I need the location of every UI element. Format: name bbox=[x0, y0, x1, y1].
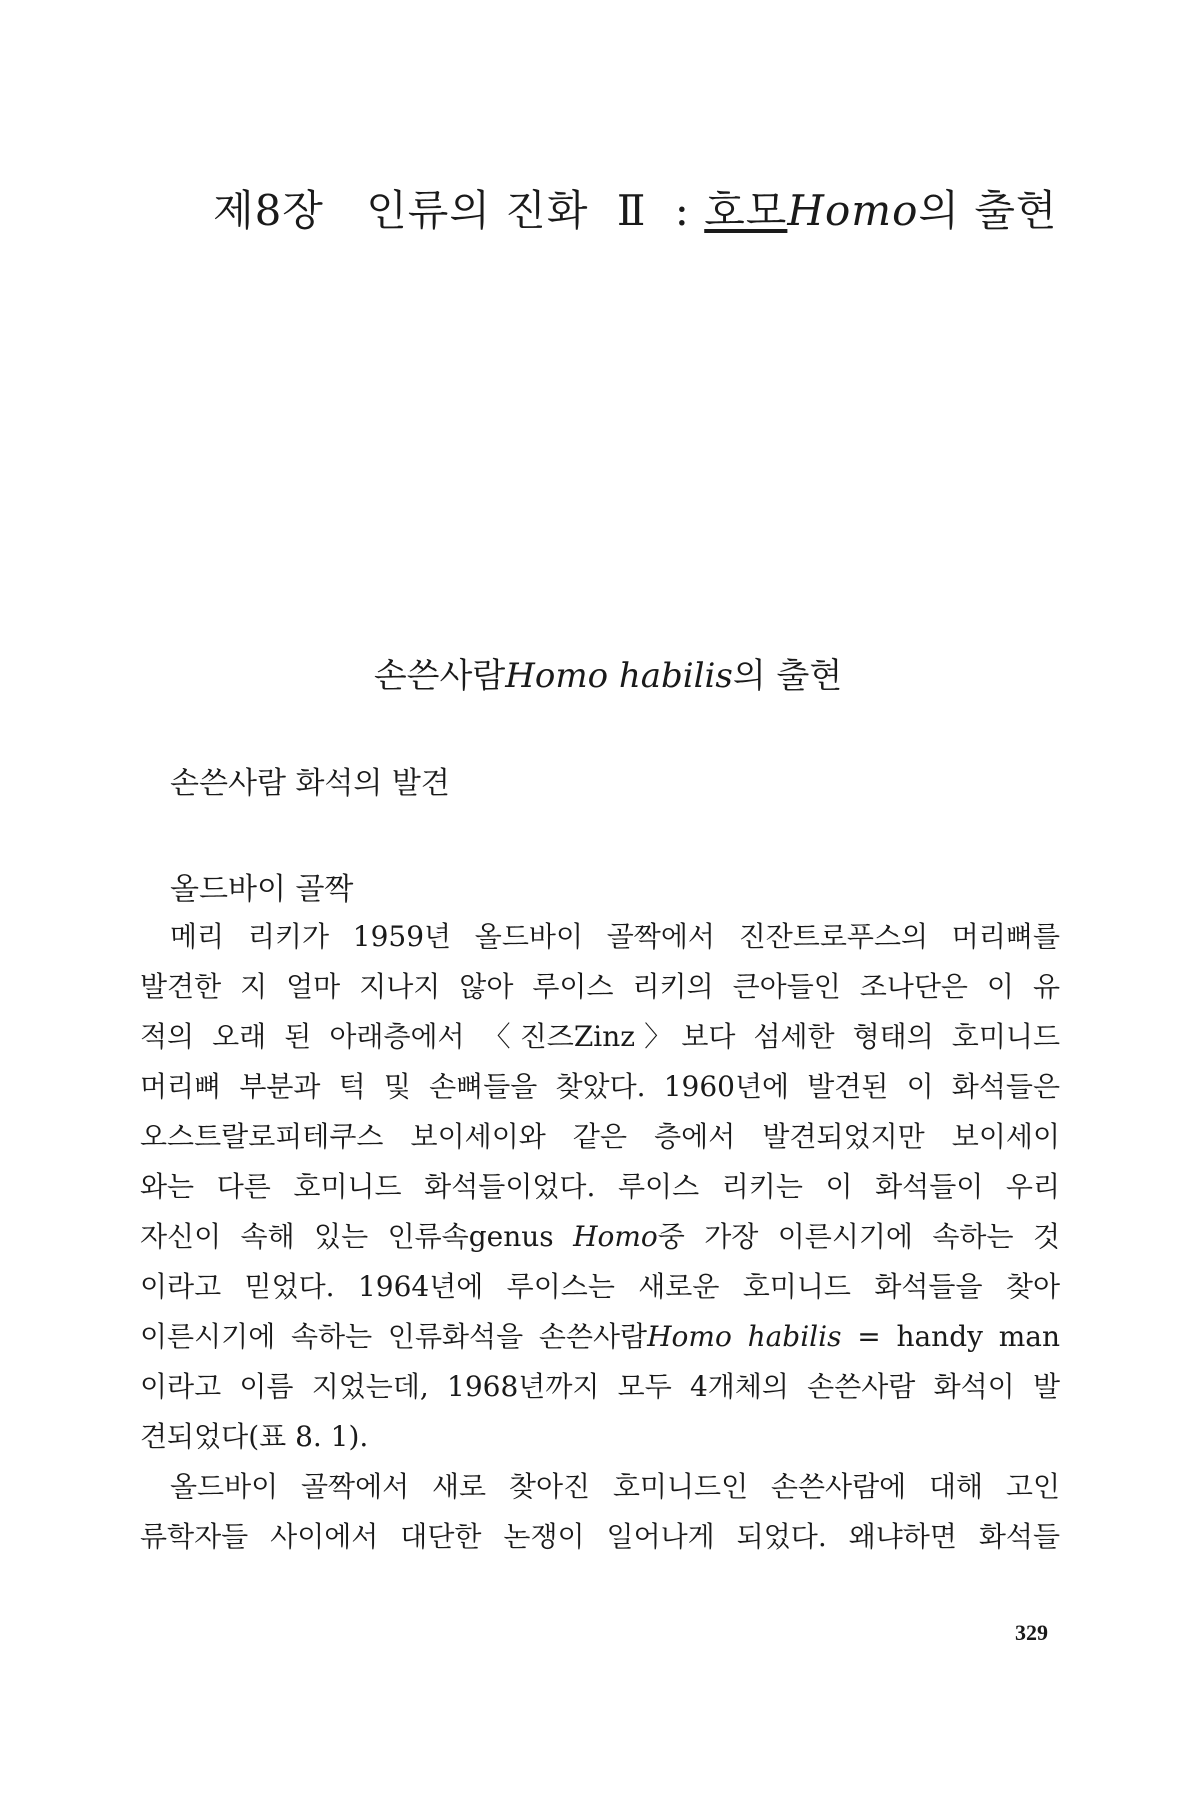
section-title-latin: Homo habilis bbox=[505, 656, 733, 696]
subsubsection-title: 올드바이 골짝 bbox=[170, 872, 354, 907]
paragraph-line: 오스트랄로피테쿠스 보이세이와 같은 층에서 발견되었지만 보이세이 bbox=[140, 1120, 1060, 1153]
paragraph-line: 이라고 이름 지었는데, 1968년까지 모두 4개체의 손쓴사람 화석이 발 bbox=[140, 1370, 1060, 1403]
section-title bbox=[0, 648, 1200, 697]
chapter-title bbox=[213, 178, 1058, 238]
chapter-number: 제8장 bbox=[213, 186, 324, 235]
paragraph-text: 이른시기에 속하는 인류화석을 손쓴사람 bbox=[140, 1320, 648, 1353]
paragraph-line: 이라고 믿었다. 1964년에 루이스는 새로운 호미니드 화석들을 찾아 bbox=[140, 1270, 1060, 1303]
paragraph-line: 와는 다른 호미니드 화석들이었다. 루이스 리키는 이 화석들이 우리 bbox=[140, 1170, 1060, 1203]
paragraph-line-homo bbox=[140, 1212, 1060, 1262]
latin-term-homo-habilis: Homo habilis bbox=[647, 1320, 842, 1353]
subsection-title: 손쓴사람 화석의 발견 bbox=[170, 766, 450, 801]
paragraph-line: 류학자들 사이에서 대단한 논쟁이 일어나게 되었다. 왜냐하면 화석들 bbox=[140, 1520, 1060, 1553]
paragraph-line-habilis bbox=[140, 1312, 1060, 1362]
chapter-title-korean: 호모 bbox=[704, 186, 788, 235]
chapter-separator: : bbox=[674, 186, 690, 235]
chapter-title-suffix: 의 출현 bbox=[918, 186, 1058, 235]
paragraph-text: 자신이 속해 있는 인류속genus bbox=[140, 1220, 554, 1253]
paragraph-text: = handy man bbox=[857, 1320, 1061, 1353]
section-title-korean: 손쓴사람 bbox=[373, 656, 506, 696]
paragraph-line: 올드바이 골짝에서 새로 찾아진 호미니드인 손쓴사람에 대해 고인 bbox=[170, 1470, 1060, 1503]
paragraph-line: 견되었다(표 8. 1). bbox=[140, 1420, 369, 1453]
body-text bbox=[140, 912, 1060, 1562]
paragraph-line: 발견한 지 얼마 지나지 않아 루이스 리키의 큰아들인 조나단은 이 유 bbox=[140, 970, 1060, 1003]
paragraph-line: 적의 오래 된 아래층에서 〈진즈Zinz〉보다 섬세한 형태의 호미니드 bbox=[140, 1020, 1060, 1053]
paragraph-line: 메리 리키가 1959년 올드바이 골짝에서 진잔트로푸스의 머리뼈를 bbox=[170, 920, 1060, 953]
paragraph-line: 머리뼈 부분과 턱 및 손뼈들을 찾았다. 1960년에 발견된 이 화석들은 bbox=[140, 1070, 1060, 1103]
chapter-roman-numeral: Ⅱ bbox=[616, 186, 647, 235]
section-title-suffix: 의 출현 bbox=[732, 656, 843, 696]
paragraph-text: 중 가장 이른시기에 속하는 것 bbox=[657, 1220, 1060, 1253]
page-number: 329 bbox=[1015, 1620, 1048, 1645]
latin-term-homo: Homo bbox=[573, 1220, 658, 1253]
chapter-title-latin: Homo bbox=[787, 186, 919, 235]
chapter-title-prefix: 인류의 진화 bbox=[366, 186, 589, 235]
